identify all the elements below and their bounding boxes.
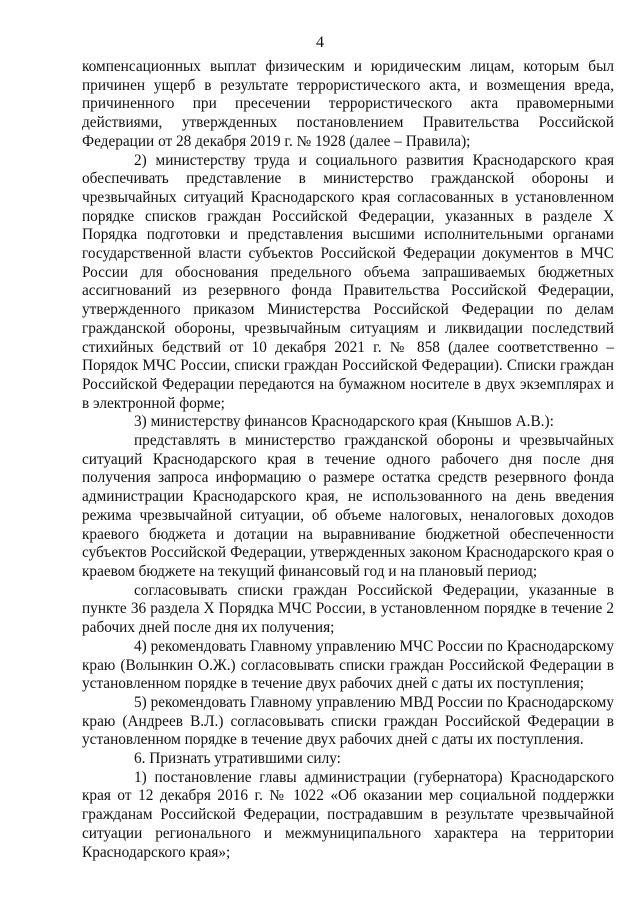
paragraph: 2) министерству труда и социального развития Краснодарского края обеспечивать представление в министерство гражданской обороны и чрезвычайных ситуаций Краснодарского края согласованных в установленном порядке списков граждан Российской Федерации, указанных в разделе X Порядка подготовки и представления высшими исполнительными органами государственной власти субъектов Российской Федерации документов в МЧС России для обоснования предельного объема запрашиваемых бюджетных ассигнований из резервного фонда Правительства Российской Федерации, утвержденного приказом Министерства Российской Федерации по делам гражданской обороны, чрезвычайным ситуациям и ликвидации последствий стихийных бедствий от 10 декабря 2021 г. № 858 (далее соответственно – Порядок МЧС России, списки граждан Российской Федерации). Списки граждан Российской Федерации передаются на бумажном носителе в двух экземплярах и в электронной форме; [82,151,614,412]
paragraph: 5) рекомендовать Главному управлению МВД России по Краснодарскому краю (Андреев В.Л.) согласовывать списки граждан Российской Федерации в установленном порядке в течение двух рабочих дней с даты их поступления. [82,693,614,749]
paragraph: 3) министерству финансов Краснодарского края (Кнышов А.В.): [134,413,554,431]
page-number: 4 [316,34,324,51]
document-body [82,58,614,862]
paragraph: 6. Признать утратившими силу: [134,750,341,768]
paragraph: согласовывать списки граждан Российской Федерации, указанные в пункте 36 раздела X Порядка МЧС России, в установленном порядке в течение 2 рабочих дней после дня их получения; [82,581,614,637]
paragraph: 1) постановление главы администрации (губернатора) Краснодарского края от 12 декабря 2016 г. № 1022 «Об оказании мер социальной поддержки гражданам Российской Федерации, пострадавшим в результате чрезвычайной ситуации регионального и межмуниципального характера на территории Краснодарского края»; [82,768,614,861]
paragraph: представлять в министерство гражданской обороны и чрезвычайных ситуаций Краснодарского края в течение одного рабочего дня после дня получения запроса информацию о размере остатка средств резервного фонда администрации Краснодарского края, не использованного на день введения режима чрезвычайной ситуации, об объеме налоговых, неналоговых доходов краевого бюджета и дотации на выравнивание бюджетной обеспеченности субъектов Российской Федерации, утвержденных законом Краснодарского края о краевом бюджете на текущий финансовый год и на плановый период; [82,432,614,580]
paragraph: компенсационных выплат физическим и юридическим лицам, которым был причинен ущерб в результате террористического акта, и возмещения вреда, причиненного при пресечении террористического акта правомерными действиями, утвержденных постановлением Правительства Российской Федерации от 28 декабря 2019 г. № 1928 (далее – Правила); [82,58,614,150]
paragraph: 4) рекомендовать Главному управлению МЧС России по Краснодарскому краю (Волынкин О.Ж.) согласовывать списки граждан Российской Федерации в установленном порядке в течение двух рабочих дней с даты их поступления; [82,637,614,693]
